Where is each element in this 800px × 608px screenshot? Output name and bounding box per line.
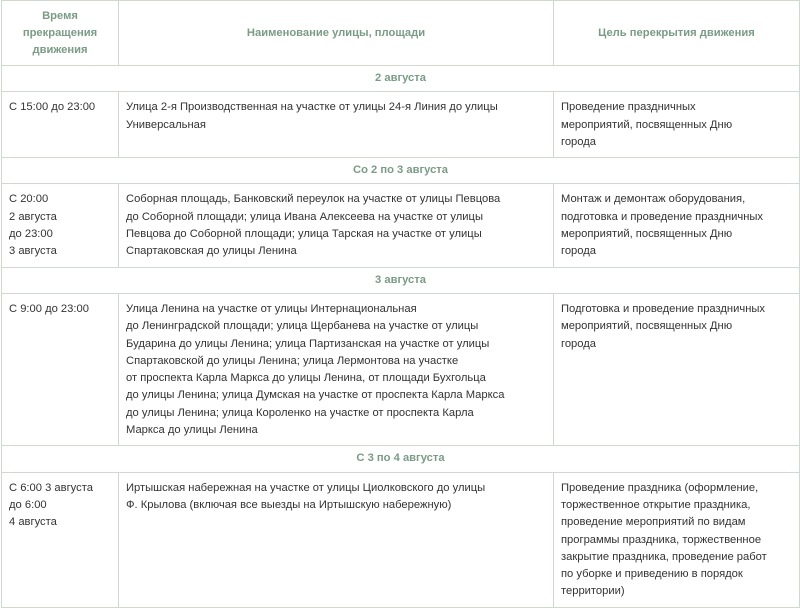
purpose-line: Подготовка и проведение праздничных <box>561 302 766 315</box>
street-line: Бударина до улицы Ленина; улица Партизанская на участке от улицы <box>126 337 490 350</box>
purpose-line: проведение мероприятий по видам <box>561 516 746 529</box>
road-closure-table <box>1 0 800 608</box>
date-group-row <box>2 446 800 472</box>
purpose-line: по уборке и приведению в порядок <box>561 568 743 581</box>
cell-street <box>119 293 554 445</box>
street-line: до улицы Ленина; улица Думская на участке от проспекта Карла Маркса <box>126 389 505 402</box>
time-line: до 6:00 <box>9 498 47 511</box>
header-street: Наименование улицы, площади <box>119 1 554 66</box>
purpose-line: мероприятий, посвященных Дню <box>561 228 733 241</box>
purpose-line: города <box>561 245 597 258</box>
cell-street <box>119 184 554 267</box>
street-line: Иртышская набережная на участке от улицы Циолковского до улицы <box>126 481 486 494</box>
purpose-line: города <box>561 337 597 350</box>
cell-purpose <box>554 472 800 607</box>
header-purpose: Цель перекрытия движения <box>554 1 800 66</box>
date-group-label: Со 2 по 3 августа <box>2 158 800 184</box>
date-group-row <box>2 158 800 184</box>
purpose-line: торжественное открытие праздника, <box>561 498 751 511</box>
street-line: от проспекта Карла Маркса до улицы Ленина, от площади Бухгольца <box>126 372 486 385</box>
street-line: Универсальная <box>126 118 206 131</box>
time-line: С 6:00 3 августа <box>9 481 93 494</box>
table-row <box>2 293 800 445</box>
header-row <box>2 1 800 66</box>
cell-time <box>2 92 119 158</box>
time-line: С 9:00 до 23:00 <box>9 302 89 315</box>
purpose-line: города <box>561 135 597 148</box>
cell-street <box>119 92 554 158</box>
purpose-line: Проведение праздничных <box>561 101 696 114</box>
table-row <box>2 92 800 158</box>
purpose-line: территории) <box>561 585 625 598</box>
table-row <box>2 472 800 607</box>
cell-time <box>2 184 119 267</box>
cell-purpose <box>554 92 800 158</box>
time-line: 4 августа <box>9 516 57 529</box>
street-line: до Ленинградской площади; улица Щербанева на участке от улицы <box>126 320 479 333</box>
time-line: 3 августа <box>9 245 57 258</box>
cell-street <box>119 472 554 607</box>
date-group-row <box>2 66 800 92</box>
date-group-row <box>2 267 800 293</box>
purpose-line: мероприятий, посвященных Дню <box>561 118 733 131</box>
purpose-line: мероприятий, посвященных Дню <box>561 320 733 333</box>
date-group-label: 3 августа <box>2 267 800 293</box>
purpose-line: закрытие праздника, проведение работ <box>561 550 767 563</box>
date-group-label: С 3 по 4 августа <box>2 446 800 472</box>
cell-purpose <box>554 184 800 267</box>
date-group-label: 2 августа <box>2 66 800 92</box>
street-line: Улица Ленина на участке от улицы Интернациональная <box>126 302 417 315</box>
time-line: до 23:00 <box>9 228 53 241</box>
table-row <box>2 184 800 267</box>
purpose-line: программы праздника, торжественное <box>561 533 762 546</box>
time-line: 2 августа <box>9 210 57 223</box>
purpose-line: Проведение праздника (оформление, <box>561 481 759 494</box>
cell-time <box>2 472 119 607</box>
cell-purpose <box>554 293 800 445</box>
street-line: Ф. Крылова (включая все выезды на Иртышскую набережную) <box>126 498 452 511</box>
purpose-line: подготовка и проведение праздничных <box>561 210 764 223</box>
street-line: до улицы Ленина; улица Короленко на участке от проспекта Карла <box>126 406 474 419</box>
street-line: Спартаковской до улицы Ленина; улица Лермонтова на участке <box>126 354 459 367</box>
cell-time <box>2 293 119 445</box>
street-line: до Соборной площади; улица Ивана Алексеева на участке от улицы <box>126 210 483 223</box>
time-line: С 15:00 до 23:00 <box>9 101 96 114</box>
street-line: Улица 2-я Производственная на участке от улицы 24-я Линия до улицы <box>126 101 498 114</box>
street-line: Маркса до улицы Ленина <box>126 424 258 437</box>
purpose-line: Монтаж и демонтаж оборудования, <box>561 193 746 206</box>
street-line: Певцова до Соборной площади; улица Тарская на участке от улицы <box>126 228 482 241</box>
street-line: Спартаковская до улицы Ленина <box>126 245 297 258</box>
header-time: Время прекращения движения <box>2 1 119 66</box>
street-line: Соборная площадь, Банковский переулок на участке от улицы Певцова <box>126 193 501 206</box>
time-line: С 20:00 <box>9 193 49 206</box>
